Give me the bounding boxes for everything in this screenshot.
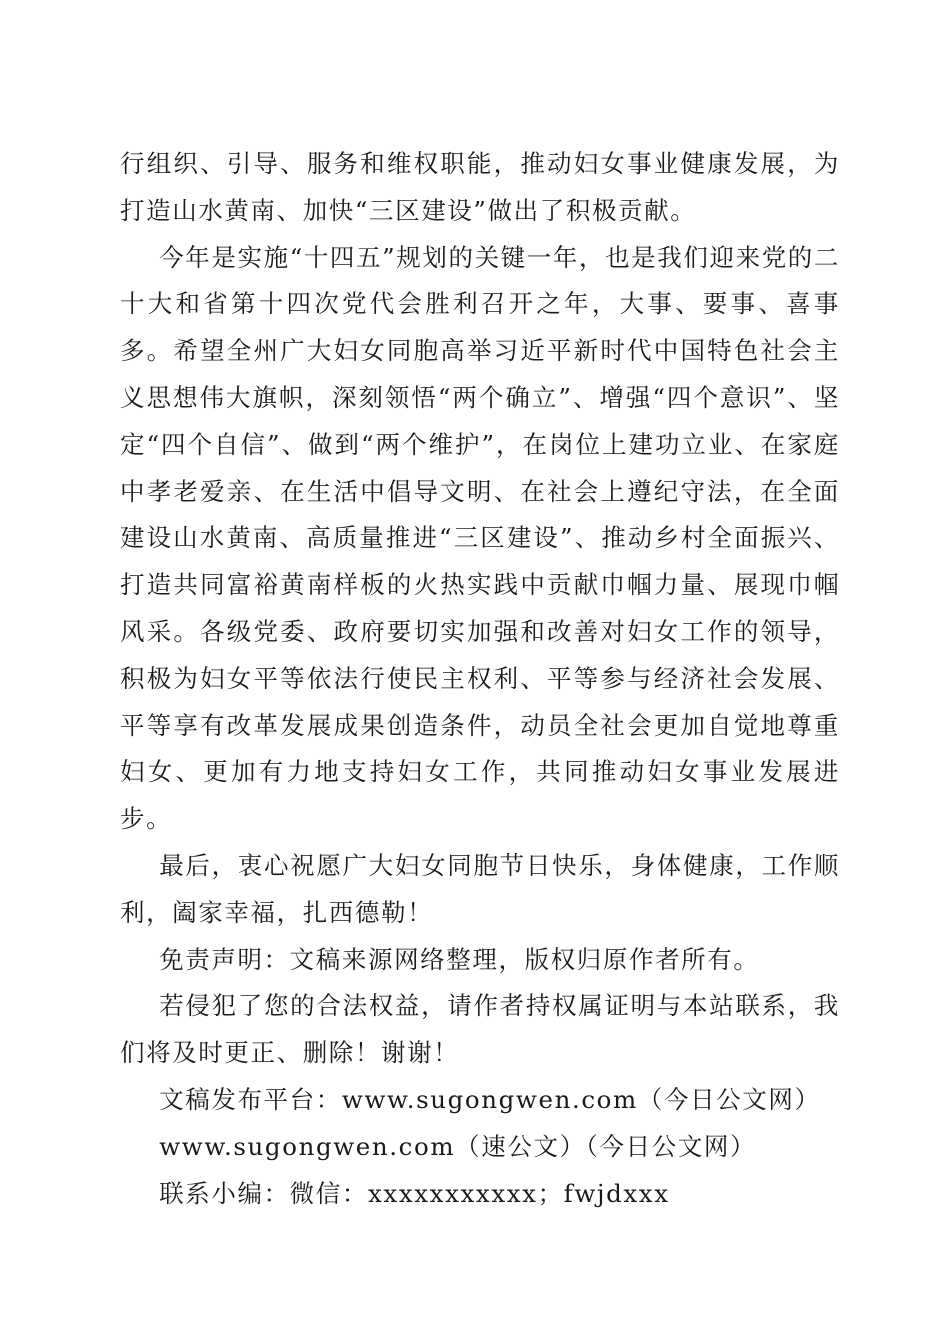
paragraph-closing-wishes: 最后，衷心祝愿广大妇女同胞节日快乐，身体健康，工作顺利，阖家幸福，扎西德勒！ [120,850,840,927]
paragraph-continued: 行组织、引导、服务和维权职能，推动妇女事业健康发展，为打造山水黄南、加快“三区建设”做出了积极贡献。 [120,149,840,225]
contact-line: 联系小编：微信：xxxxxxxxxxx；fwjdxxx [159,1178,670,1208]
paragraph-outlook: 今年是实施“十四五”规划的关键一年，也是我们迎来党的二十大和省第十四次党代会胜利召开之年，大事、要事、喜事多。希望全州广大妇女同胞高举习近平新时代中国特色社会主义思想伟大旗帜，深刻领悟“两个确立”、增强“四个意识”、坚定“四个自信”、做到“两个维护”，在岗位上建功立业、在家庭中孝老爱亲、在生活中倡导文明、在社会上遵纪守法，在全面建设山水黄南、高质量推进“三区建设”、推动乡村全面振兴、打造共同富裕黄南样板的火热实践中贡献巾帼力量、展现巾帼风采。各级党委、政府要切实加强和改善对妇女工作的领导，积极为妇女平等依法行使民主权利、平等参与经济社会发展、平等享有改革发展成果创造条件，动员全社会更加自觉地尊重妇女、更加有力地支持妇女工作，共同推动妇女事业发展进步。 [120,242,840,834]
publish-platform-line: 文稿发布平台：www.sugongwen.com（今日公文网） [159,1084,821,1114]
document-page [120,141,840,1217]
site-line: www.sugongwen.com（速公文）（今日公文网） [159,1131,757,1161]
infringement-notice: 若侵犯了您的合法权益，请作者持权属证明与本站联系，我们将及时更正、删除！谢谢！ [120,991,840,1068]
disclaimer-line: 免责声明：文稿来源网络整理，版权归原作者所有。 [159,944,760,974]
